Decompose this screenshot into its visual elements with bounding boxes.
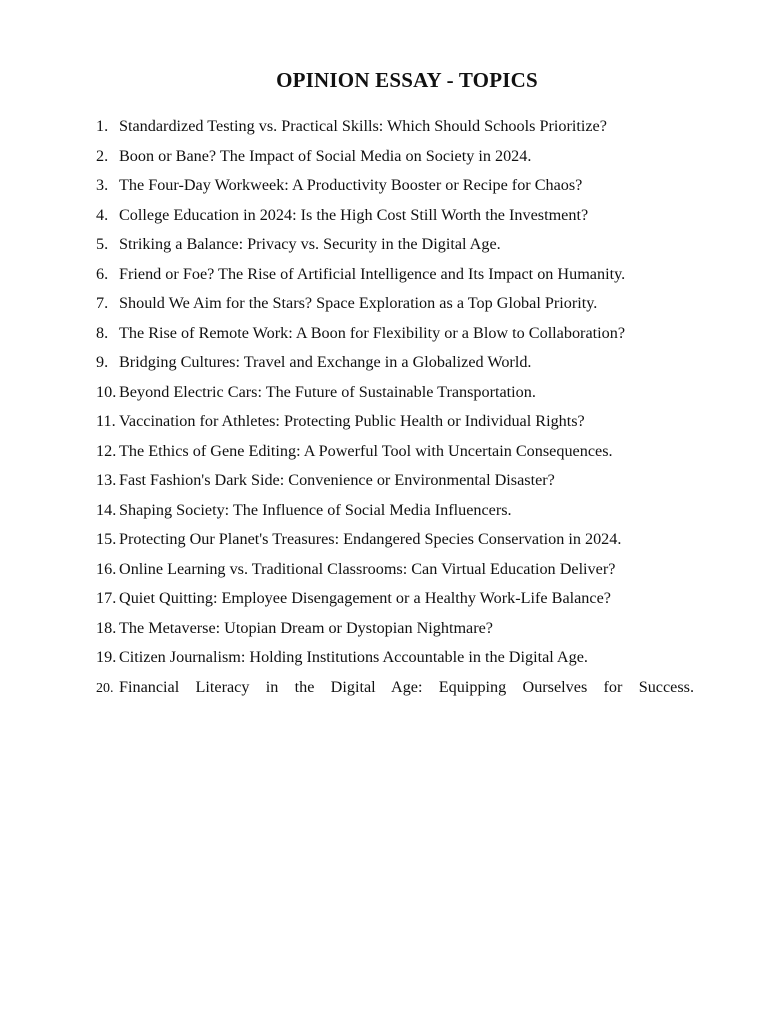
topic-item-4 bbox=[96, 206, 694, 236]
topic-text: Standardized Testing vs. Practical Skills: Which Should Schools Prioritize? bbox=[119, 117, 607, 135]
topic-item-8 bbox=[96, 324, 694, 354]
topic-number: 7. bbox=[96, 294, 109, 312]
topic-text: Bridging Cultures: Travel and Exchange in a Globalized World. bbox=[119, 353, 532, 371]
topic-text: Fast Fashion's Dark Side: Convenience or Environmental Disaster? bbox=[119, 471, 555, 489]
topic-text: Online Learning vs. Traditional Classrooms: Can Virtual Education Deliver? bbox=[119, 559, 616, 578]
topic-number: 6. bbox=[96, 264, 109, 283]
topic-number: 20. bbox=[96, 680, 114, 696]
topic-item-5 bbox=[96, 235, 694, 265]
topic-text: Boon or Bane? The Impact of Social Media on Society in 2024. bbox=[119, 146, 532, 165]
topic-text: Quiet Quitting: Employee Disengagement or a Healthy Work-Life Balance? bbox=[119, 589, 611, 607]
topic-text: The Rise of Remote Work: A Boon for Flexibility or a Blow to Collaboration? bbox=[119, 323, 625, 342]
topic-number: 17. bbox=[96, 589, 117, 607]
topic-item-11 bbox=[96, 412, 694, 442]
topic-text: Protecting Our Planet's Treasures: Endangered Species Conservation in 2024. bbox=[119, 530, 622, 548]
topic-text: Citizen Journalism: Holding Institutions Accountable in the Digital Age. bbox=[119, 648, 588, 666]
topic-number: 11. bbox=[96, 412, 116, 430]
topic-number: 4. bbox=[96, 205, 109, 224]
topic-number: 10. bbox=[96, 382, 117, 401]
topic-number: 9. bbox=[96, 353, 109, 371]
topic-number: 15. bbox=[96, 530, 117, 548]
topic-number: 12. bbox=[96, 441, 117, 460]
topic-text: Striking a Balance: Privacy vs. Security in the Digital Age. bbox=[119, 235, 501, 253]
topic-number: 1. bbox=[96, 117, 109, 135]
topic-number: 8. bbox=[96, 323, 109, 342]
topic-text: Beyond Electric Cars: The Future of Sustainable Transportation. bbox=[119, 382, 536, 401]
topic-text: Should We Aim for the Stars? Space Exploration as a Top Global Priority. bbox=[119, 294, 598, 312]
document-title: OPINION ESSAY - TOPICS bbox=[276, 68, 538, 92]
topic-number: 16. bbox=[96, 559, 117, 578]
topic-item-6 bbox=[96, 265, 694, 295]
topic-text: The Four-Day Workweek: A Productivity Booster or Recipe for Chaos? bbox=[119, 176, 583, 194]
topic-item-14 bbox=[96, 501, 694, 531]
topic-text: College Education in 2024: Is the High Cost Still Worth the Investment? bbox=[119, 205, 589, 224]
topic-item-19 bbox=[96, 648, 694, 678]
topic-item-20 bbox=[96, 678, 694, 708]
topic-text: Friend or Foe? The Rise of Artificial Intelligence and Its Impact on Humanity. bbox=[119, 264, 626, 283]
topic-text: Vaccination for Athletes: Protecting Public Health or Individual Rights? bbox=[119, 412, 585, 430]
topic-item-12 bbox=[96, 442, 694, 472]
topic-item-1 bbox=[96, 117, 694, 147]
topic-text: Financial Literacy in the Digital Age: Equipping Ourselves for Success. bbox=[119, 677, 694, 696]
topic-number: 3. bbox=[96, 176, 109, 194]
topic-text: Shaping Society: The Influence of Social Media Influencers. bbox=[119, 500, 512, 519]
topic-item-18 bbox=[96, 619, 694, 649]
topic-item-13 bbox=[96, 471, 694, 501]
topic-text: The Metaverse: Utopian Dream or Dystopian Nightmare? bbox=[119, 618, 493, 637]
topic-item-2 bbox=[96, 147, 694, 177]
topic-item-10 bbox=[96, 383, 694, 413]
topic-number: 19. bbox=[96, 648, 117, 666]
topic-item-15 bbox=[96, 530, 694, 560]
topic-number: 2. bbox=[96, 146, 109, 165]
topic-number: 5. bbox=[96, 235, 109, 253]
topics-list bbox=[96, 117, 694, 707]
topic-item-7 bbox=[96, 294, 694, 324]
topic-item-3 bbox=[96, 176, 694, 206]
topic-number: 13. bbox=[96, 471, 117, 489]
topic-item-9 bbox=[96, 353, 694, 383]
topic-item-17 bbox=[96, 589, 694, 619]
topic-number: 14. bbox=[96, 500, 117, 519]
topic-number: 18. bbox=[96, 618, 117, 637]
topic-text: The Ethics of Gene Editing: A Powerful Tool with Uncertain Consequences. bbox=[119, 441, 613, 460]
topic-item-16 bbox=[96, 560, 694, 590]
